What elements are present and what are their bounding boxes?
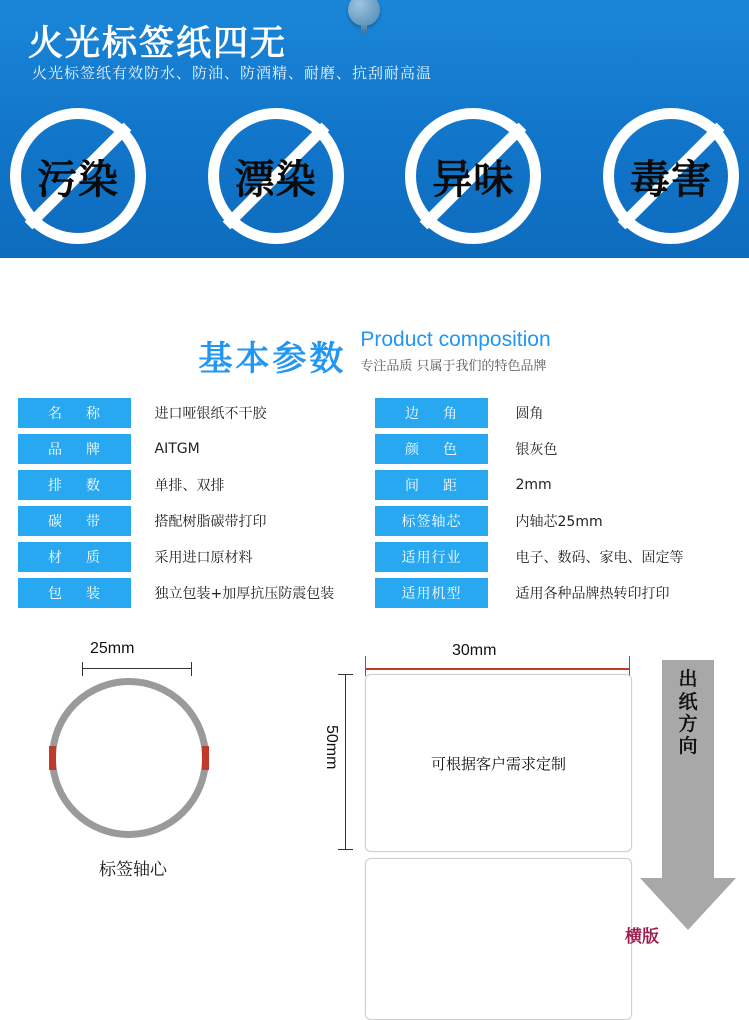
diagram-section <box>0 630 749 1020</box>
feed-direction-arrow <box>640 660 740 960</box>
label-sheet-diagram <box>320 630 620 1020</box>
no-symbol-item <box>405 108 541 244</box>
no-symbol-label: 污染 <box>37 156 119 203</box>
sheet-width-label: 30mm <box>452 642 497 660</box>
spec-value: 采用进口原材料 <box>154 550 253 567</box>
spec-section <box>0 258 749 608</box>
spec-label: 碳 带 <box>18 506 131 536</box>
spec-heading <box>0 328 749 380</box>
spec-value: 单排、双排 <box>154 478 225 495</box>
spec-value: 搭配树脂碳带打印 <box>154 514 267 531</box>
spec-value: 适用各种品牌热转印打印 <box>515 586 670 603</box>
spec-label: 排 数 <box>18 470 131 500</box>
sheet-width-line <box>365 668 630 670</box>
spec-value: 内轴芯25mm <box>515 514 603 531</box>
spec-value: 圆角 <box>515 406 544 423</box>
spec-label: 名 称 <box>18 398 131 428</box>
feed-direction-label: 出纸方向 <box>678 668 698 758</box>
spec-label: 适用机型 <box>375 578 488 608</box>
spec-value: 2mm <box>515 477 552 494</box>
orientation-label: 横版 <box>625 927 659 948</box>
core-tick-right <box>191 662 192 676</box>
spec-value: 银灰色 <box>515 442 558 459</box>
no-symbol-label: 毒害 <box>629 156 712 203</box>
spec-heading-cn: 基本参数 <box>198 339 347 380</box>
sheet-width-tick-right <box>629 656 630 676</box>
spec-label: 品 牌 <box>18 434 131 464</box>
no-symbol-label: 漂染 <box>234 156 317 203</box>
hero-subtitle: 火光标签纸有效防水、防油、防酒精、耐磨、抗刮耐高温 <box>32 64 433 82</box>
spec-label: 颜 色 <box>375 434 488 464</box>
spec-label: 边 角 <box>375 398 488 428</box>
hero-banner <box>0 0 749 258</box>
spec-value: 进口哑银纸不干胶 <box>154 406 267 423</box>
core-measure-line <box>82 668 192 669</box>
spec-heading-right <box>360 328 550 376</box>
spec-label: 包 装 <box>18 578 131 608</box>
no-symbol-item <box>10 108 146 244</box>
no-symbol-label: 异味 <box>432 156 515 203</box>
spec-label: 间 距 <box>375 470 488 500</box>
hero-title: 火光标签纸四无 <box>28 24 288 64</box>
no-symbol-row <box>0 108 749 248</box>
core-tick-left <box>82 662 83 676</box>
spec-label: 适用行业 <box>375 542 488 572</box>
no-symbol-item <box>603 108 739 244</box>
label-sheet-bottom <box>365 858 632 1020</box>
spec-label: 材 质 <box>18 542 131 572</box>
core-caption: 标签轴心 <box>99 860 167 881</box>
spec-value: 电子、数码、家电、固定等 <box>515 550 684 567</box>
spec-heading-en: Product composition <box>360 328 551 351</box>
spec-table <box>18 398 732 608</box>
spec-label: 标签轴芯 <box>375 506 488 536</box>
core-dimension-label: 25mm <box>90 640 135 658</box>
label-sheet-top: 可根据客户需求定制 <box>365 674 632 852</box>
no-symbol-item <box>208 108 344 244</box>
spec-value: AITGM <box>154 441 200 458</box>
core-diagram <box>30 640 280 920</box>
sheet-width-tick-left <box>365 656 366 676</box>
sheet-height-line <box>345 674 346 850</box>
spec-heading-note: 专注品质 只属于我们的特色品牌 <box>360 359 547 375</box>
spec-value: 独立包装+加厚抗压防震包装 <box>154 586 335 603</box>
core-ring-icon <box>49 678 209 838</box>
pushpin-stem-icon <box>361 22 367 34</box>
sheet-height-label: 50mm <box>323 725 340 770</box>
